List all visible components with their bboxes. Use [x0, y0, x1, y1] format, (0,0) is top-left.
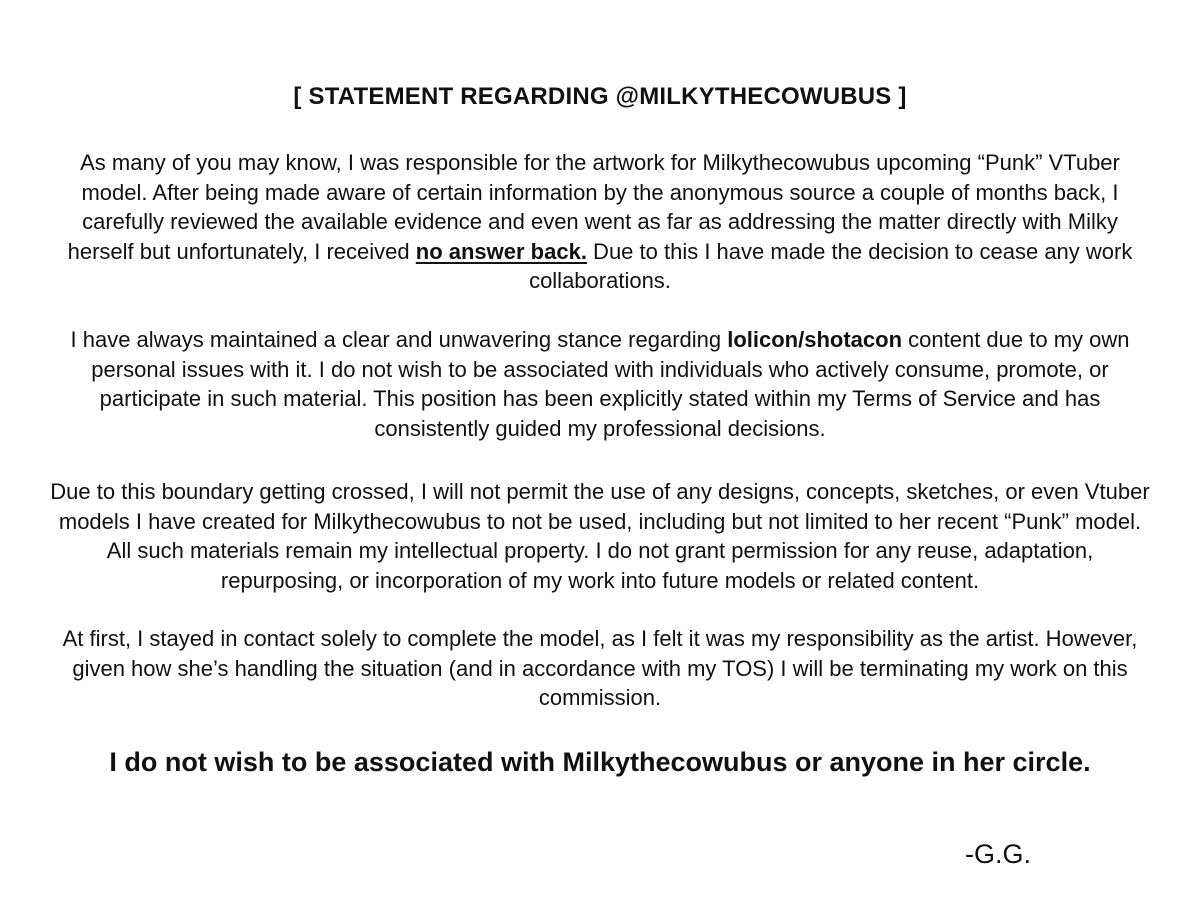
paragraph-1-text-end: Due to this I have made the decision to cease any work collaborations. [529, 238, 1133, 293]
no-answer-emphasis: no answer back. [415, 238, 587, 264]
signature: -G.G. [965, 839, 1031, 869]
paragraph-1-text-start: As many of you may know, I was responsible for the artwork for Milkythecowubus upcoming “Punk” VTuber model. After being made aware of certain information by the anonymous source a couple of months back, I carefully reviewed the available evidence and even went as far as addressing the matter directly with Milky herself but unfortunately, I received [67, 150, 1120, 264]
content-type-emphasis: lolicon/shotacon [727, 327, 903, 352]
paragraph-2-text-end: content due to my own personal issues with it. I do not wish to be associated with individuals who actively consume, promote, or participate in such material. This position has been explicitly stated within my Terms of Service and has consistently guided my professional decisions. [91, 327, 1130, 441]
statement-title: [ STATEMENT REGARDING @MILKYTHECOWUBUS ] [293, 83, 907, 110]
paragraph-3: Due to this boundary getting crossed, I will not permit the use of any designs, concepts, sketches, or even Vtuber models I have created for Milkythecowubus to not be used, including but not limited to her recent “Punk” model. All such materials remain my intellectual property. I do not grant permission for any reuse, adaptation, repurposing, or incorporation of my work into future models or related content. [50, 479, 1150, 593]
paragraph-1 [50, 148, 1150, 296]
paragraph-2 [50, 325, 1150, 443]
closing-statement: I do not wish to be associated with Milkythecowubus or anyone in her circle. [109, 747, 1091, 777]
paragraph-2-text-start: I have always maintained a clear and unwavering stance regarding [70, 327, 728, 352]
paragraph-4: At first, I stayed in contact solely to complete the model, as I felt it was my responsibility as the artist. However, given how she’s handling the situation (and in accordance with my TOS) I will be terminating my work on this commission. [62, 626, 1138, 710]
